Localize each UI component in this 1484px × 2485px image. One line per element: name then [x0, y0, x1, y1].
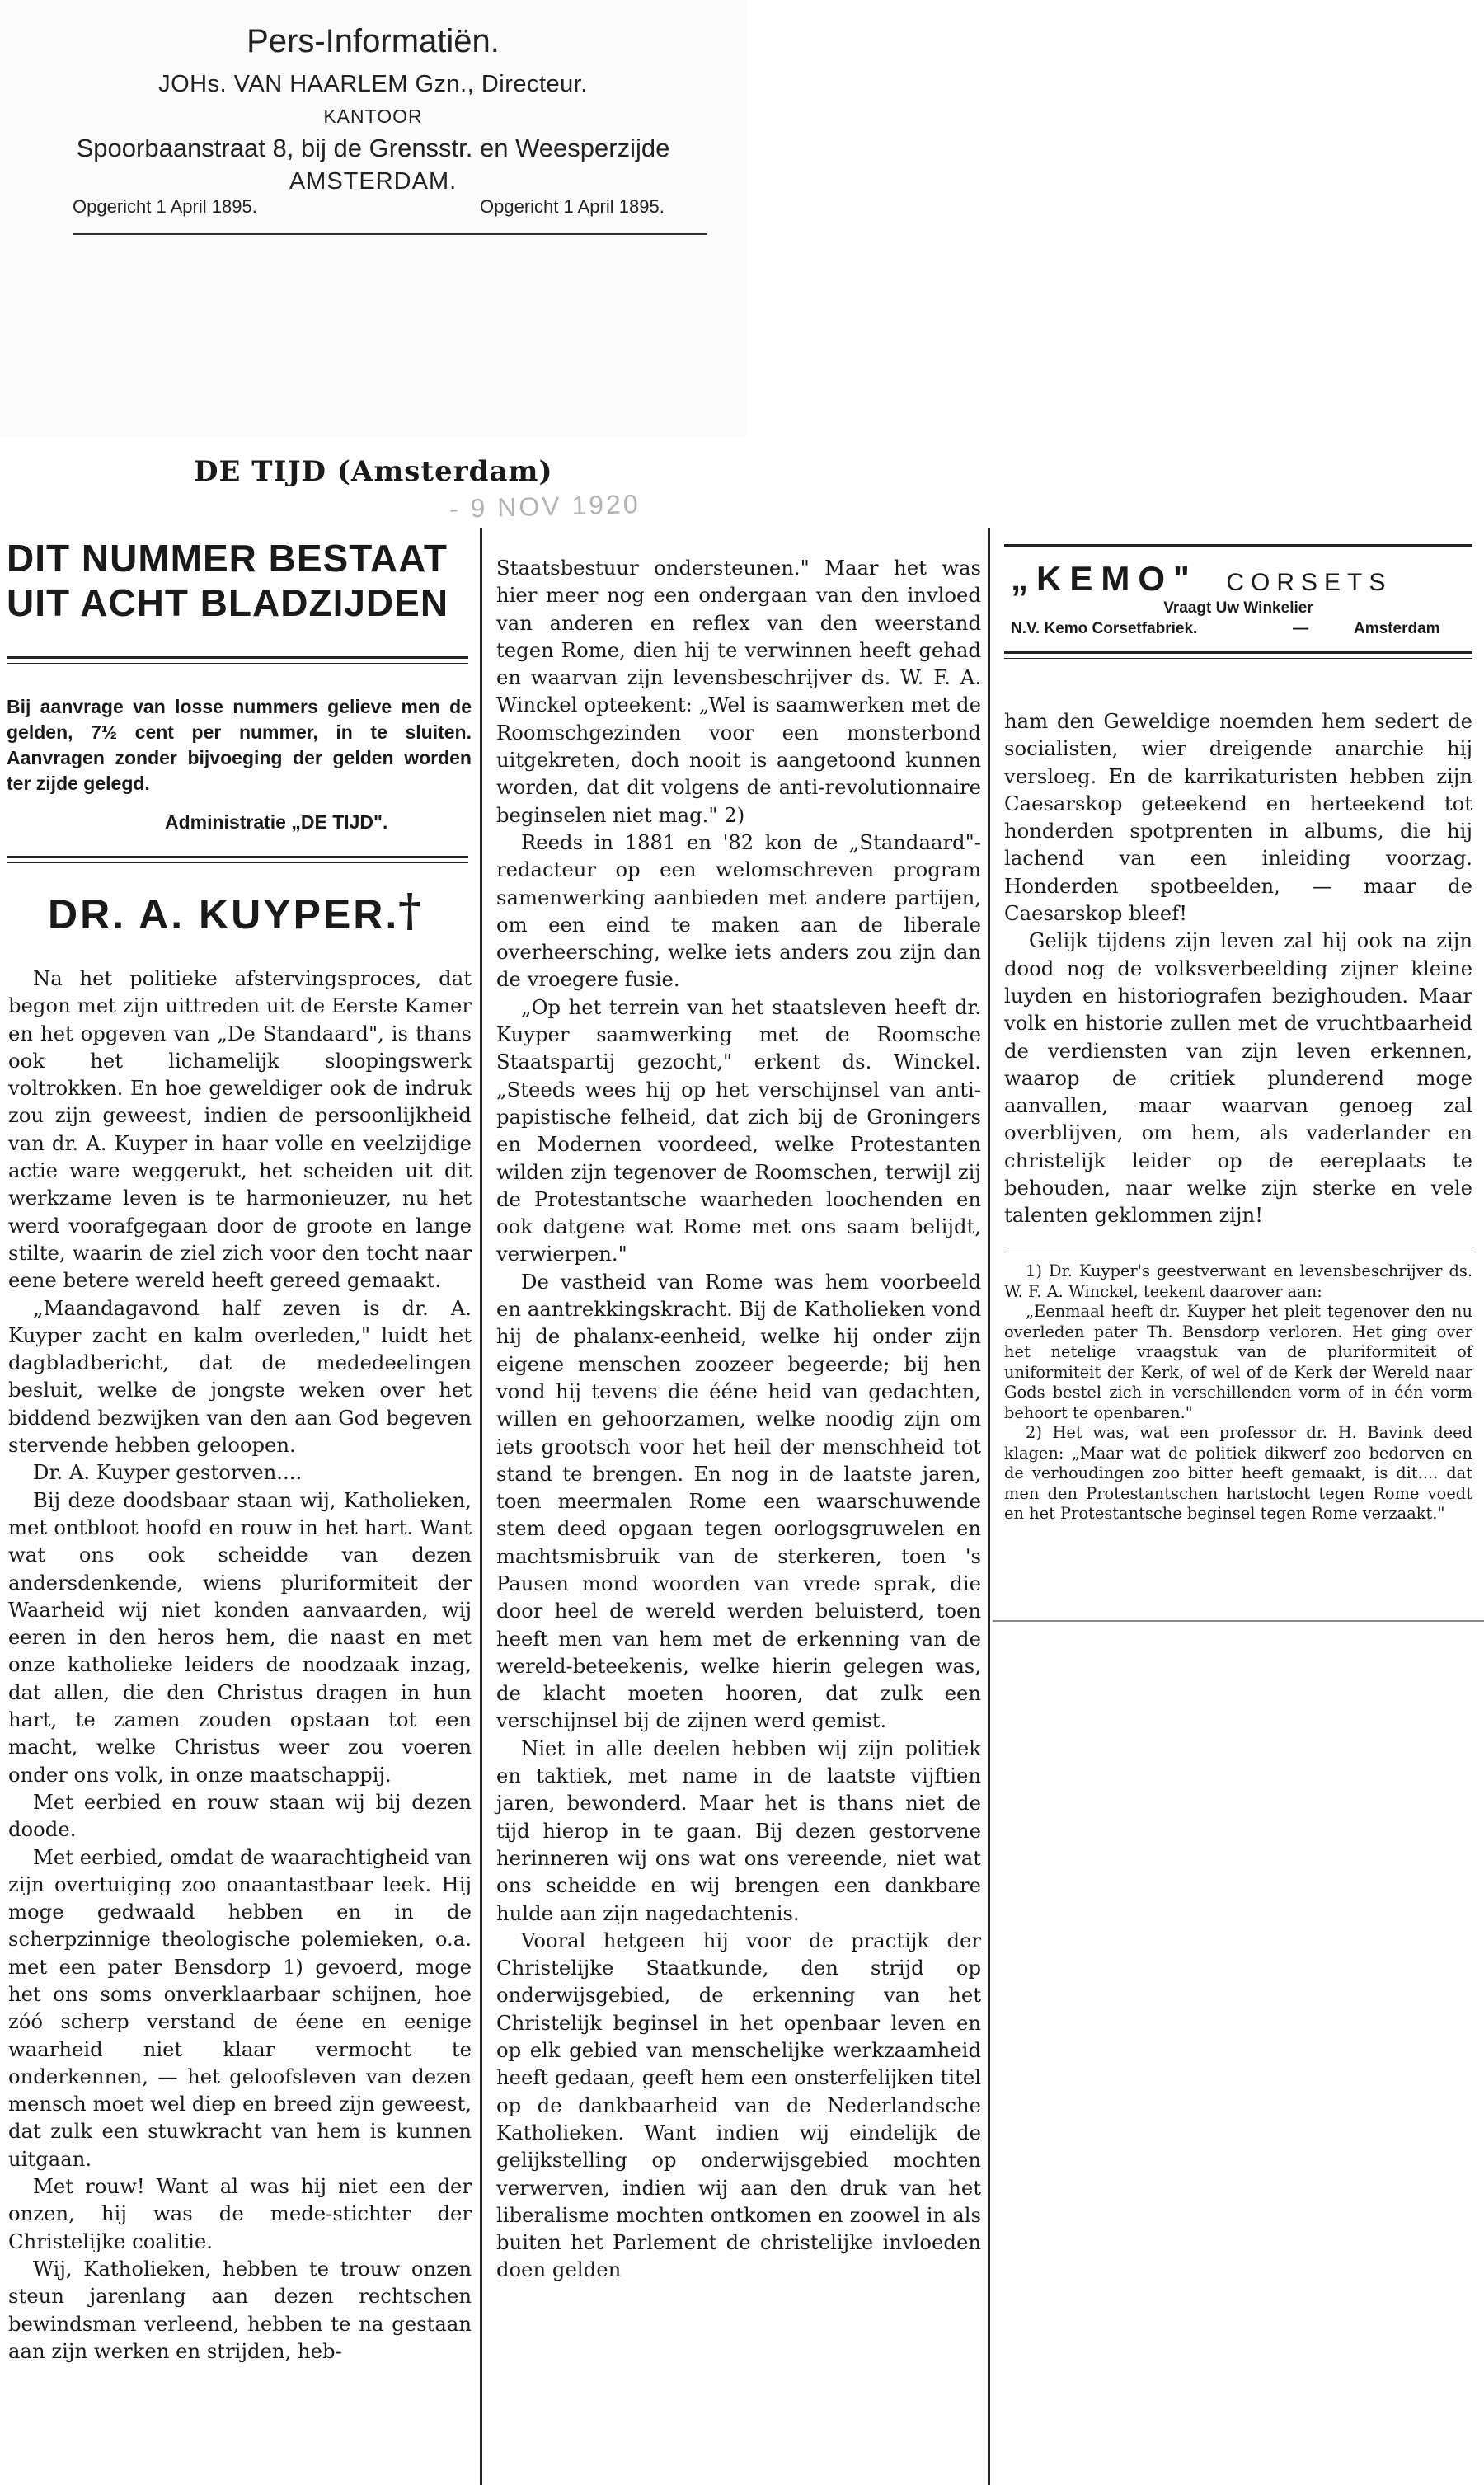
- ad-rule-bottom-thin: [1004, 658, 1472, 659]
- ad-rule-bottom: [1004, 651, 1472, 654]
- kemo-dash: —: [1293, 620, 1308, 637]
- paragraph: Met eerbied, omdat de waarachtigheid van zijn overtuiging zoo onaantastbaar leek. Hij moge gedwaald hebben en in de scherpzinnige theologische polemieken, o.a. met een pater Bensdorp 1) gevoerd, moge het ons soms onverklaarbaar schijnen, hoe zóó scherp verstand de éene en eenige waarheid niet klaar vermocht te onderkennen, — het geloofsleven van dezen mensch moet wel diep en breed zijn geweest, dat zulk een stuwkracht van hem is kunnen uitgaan.: [8, 1844, 472, 2171]
- article-body-column-2: [496, 554, 981, 2284]
- kemo-company: N.V. Kemo Corsetfabriek.: [1011, 620, 1198, 637]
- paragraph: ham den Geweldige noemden hem sedert de socialisten, wier dreigende anarchie hij versloeg. En de karrikaturisten hebben zijn Caesarskop geteekend en herteekend tot honderden spotprenten in albums, die hij lachend van een inleiding voorzag. Honderden spotbeelden, — maar de Caesarskop bleef!: [1004, 709, 1472, 926]
- paragraph: Niet in alle deelen hebben wij zijn politiek en taktiek, met name in de laatste vijftien jaren, bewonderd. Maar het is thans niet de tijd hierop in te gaan. Bij dezen gestorvene herinneren wij ons wat ons vereende, niet wat ons scheidde en wij brengen een dankbare hulde aan zijn nagedachtenis.: [496, 1736, 981, 1925]
- banner-line-1: DIT NUMMER BESTAAT: [7, 537, 448, 580]
- paragraph: Met eerbied en rouw staan wij bij dezen doode.: [8, 1789, 472, 1842]
- notice-rule-top: [7, 856, 468, 858]
- newspaper-source: DE TIJD (Amsterdam): [194, 455, 553, 488]
- footnotes: [1004, 1261, 1472, 1524]
- paragraph: Bij deze doodsbaar staan wij, Katholieken, met ontbloot hoofd en rouw in het hart. Want wat ons ook scheidde van dezen andersdenkende, wiens pluriformiteit der Waarheid wij niet konden aanvaarden, wij eeren in den heros hem, die naast en met onze katholieke leiders de noodzaak inzag, dat allen, die den Christus dragen in hun hart, te zamen zouden opstaan tot een macht, welke Christus weer zou voeren onder ons volk, in onze maatschappij.: [8, 1487, 472, 1787]
- notice-rule-bottom: [7, 862, 468, 863]
- article-body-column-3: [1004, 707, 1472, 1229]
- ad-rule-top: [1004, 544, 1472, 547]
- paragraph: Dr. A. Kuyper gestorven....: [33, 1460, 303, 1485]
- paragraph: Staatsbestuur ondersteunen." Maar het was hier meer nog een ondergaan van den invloed van anderen en reflex van den weerstand tegen Rome, dien hij te verwinnen heeft gehad en waarvan zijn levensbeschrijver ds. W. F. A. Winckel opteekent: „Wel is saamwerken met de Roomschgezinden voor een monsterbond uitgekreten, doch nooit is aangetoond kunnen worden, dat dit volgens de anti-revolutionnaire beginselen niet mag." 2): [496, 556, 981, 827]
- paragraph: „Maandagavond half zeven is dr. A. Kuyper zacht en kalm overleden," luidt het dagbladbericht, dat de mededeelingen besluit, welke de jongste weken over het biddend bezwijken van den aan God begeven stervende hebben geloopen.: [8, 1295, 472, 1458]
- cross-icon: †: [398, 884, 422, 937]
- kemo-product: CORSETS: [1226, 569, 1392, 596]
- paragraph: Gelijk tijdens zijn leven zal hij ook na zijn dood nog de volksverbeelding zijner kleine luyden en historiografen bezighouden. Maar volk en historie zullen met de vruchtbaarheid de verdiensten van zijn leven erkennen, waarop de critiek plunderend moge aanvallen, maar waarvan genoeg zal overblijven, om hem, als vaderlander en christelijk leider op de eereplaats te behouden, naar welke zijn sterke en vele talenten geklommen zijn!: [1004, 928, 1472, 1228]
- notice-signature: Administratie „DE TIJD".: [165, 811, 388, 833]
- letterhead-city: AMSTERDAM.: [289, 168, 458, 195]
- kemo-city: Amsterdam: [1354, 620, 1440, 637]
- kemo-advertisement-title: [1011, 559, 1472, 599]
- paragraph: De vastheid van Rome was hem voorbeeld en aantrekkingskracht. Bij de Katholieken vond hij de phalanx-eenheid, welke hij onder zijn eigene menschen zoozeer begeerde; bij hen vond hij tevens die ééne heid van gedachten, willen en gehoorzamen, welke noodig zijn om iets grootsch voor het heil der menschheid tot stand te brengen. En nog in de laatste jaren, toen meermalen Rome een waarschuwende stem deed opgaan tegen oorlogsgruwelen en machtsmisbruik van de sterkeren, toen 's Pausen mond woorden van vrede sprak, die door heel de wereld werden beluisterd, toen heeft men van hem met de erkenning van de wereld-beteekenis, welke hierin gelegen was, de klacht moeten hooren, dat zulk een verschijnsel bij de zijnen werd gemist.: [496, 1269, 981, 1733]
- letterhead-rule: [73, 233, 707, 235]
- banner-rule-top: [7, 656, 468, 659]
- administration-notice: Bij aanvrage van losse nummers gelieve men de gelden, 7½ cent per nummer, in te sluiten. Aanvragen zonder bijvoeging der gelden worden ter zijde gelegd.: [7, 696, 472, 794]
- paragraph: Vooral hetgeen hij voor de practijk der Christelijke Staatkunde, den strijd op onderwijsgebied, de erkenning van het Christelijk beginsel in het openbaar leven en op elk gebied van menschelijke werkzaamheid heeft gedaan, geeft hem een onsterfelijken titel op de dankbaarheid van de Nederlandsche Katholieken. Want indien wij eindelijk de gelijkstelling op onderwijsgebied mochten verwerven, indien wij aan den druk van het liberalisme mochten ontkomen en zoowel in als buiten het Parlement de christelijke invloeden doen gelden: [496, 1928, 981, 2282]
- date-stamp: - 9 NOV 1920: [448, 488, 641, 524]
- footnote: „Eenmaal heeft dr. Kuyper het pleit tegenover den nu overleden pater Th. Bensdorp verloren. Het ging over het netelige vraagstuk van de pluriformiteit of uniformiteit der Kerk, of wel of de Kerk der Wereld naar Gods bestel zich in verschillenden vorm of in één vorm behoort te openbaren.": [1004, 1302, 1472, 1422]
- letterhead-office: KANTOOR: [323, 106, 423, 127]
- clipping-column-2: [488, 528, 990, 2485]
- letterhead-director: JOHs. VAN HAARLEM Gzn., Directeur.: [158, 71, 588, 97]
- letterhead-founded-left: Opgericht 1 April 1895.: [73, 196, 257, 217]
- press-bureau-letterhead: [0, 0, 746, 437]
- clipping-column-3: [993, 528, 1484, 1622]
- banner-rule-bottom: [7, 663, 468, 664]
- paragraph: Reeds in 1881 en '82 kon de „Standaard"-redacteur op een welomschreven program samenwerking aanbieden met andere partijen, om een eind te maken aan de liberale overheersching, welke iets anders zou zijn dan de vroegere fusie.: [496, 829, 981, 992]
- kemo-brand: „KEMO": [1011, 559, 1198, 598]
- paragraph: Wij, Katholieken, hebben te trouw onzen steun jarenlang aan dezen rechtschen bewindsman verleend, hebben te na gestaan aan zijn werken en strijden, heb-: [8, 2256, 472, 2363]
- page-count-banner: [7, 536, 468, 625]
- letterhead-founded-right: Opgericht 1 April 1895.: [480, 196, 665, 217]
- paragraph: „Op het terrein van het staatsleven heeft dr. Kuyper saamwerking met de Roomsche Staatspartij gezocht," erkent ds. Winckel. „Steeds wees hij op het verschijnsel van anti-papistische felheid, dat zich bij de Groningers en Modernen voordeed, welke Protestanten wilden zijn tegenover de Roomschen, terwijl zij de Protestantsche waarheden loochenden en ook datgene wat Rome met ons saam belijdt, verwierpen.": [496, 994, 981, 1266]
- paragraph: Met rouw! Want al was hij niet een der onzen, hij was de mede-stichter der Christelijke coalitie.: [8, 2174, 472, 2253]
- letterhead-title: Pers-Informatiën.: [247, 23, 500, 59]
- footnote: 2) Het was, wat een professor dr. H. Bavink deed klagen: „Maar wat de politiek dikwerf zoo bedorven en de verhoudingen zoo bitter heeft gemaakt, is dit.... dat men den Protestantschen hartstocht tegen Rome voedt en het Protestantsche beginsel tegen Rome verzaakt.": [1004, 1423, 1472, 1523]
- clipping-column-1: [0, 528, 482, 2485]
- footnote: 1) Dr. Kuyper's geestverwant en levensbeschrijver ds. W. F. A. Winckel, teekent daarover aan:: [1004, 1261, 1472, 1301]
- paragraph: Na het politieke afstervingsproces, dat begon met zijn uittreden uit de Eerste Kamer en het opgeven van „De Standaard", is thans ook het lichamelijk sloopingswerk voltrokken. En hoe geweldiger ook de indruk zou zijn geweest, indien de persoonlijkheid van dr. A. Kuyper in haar volle en veelzijdige actie ware weggerukt, het scheiden uit dit werkzame leven is te harmonieuzer, nu het werd voorafgegaan door de groote en lange stilte, waarin de ziel zich voor den tocht naar eene betere wereld heeft gereed gemaakt.: [8, 966, 472, 1293]
- letterhead-address: Spoorbaanstraat 8, bij de Grensstr. en Weesperzijde: [76, 134, 670, 162]
- banner-line-2: UIT ACHT BLADZIJDEN: [7, 581, 449, 624]
- article-body-column-1: [8, 965, 472, 2365]
- kemo-tagline: Vraagt Uw Winkelier: [1163, 599, 1313, 617]
- article-title: DR. A. KUYPER.: [48, 891, 400, 937]
